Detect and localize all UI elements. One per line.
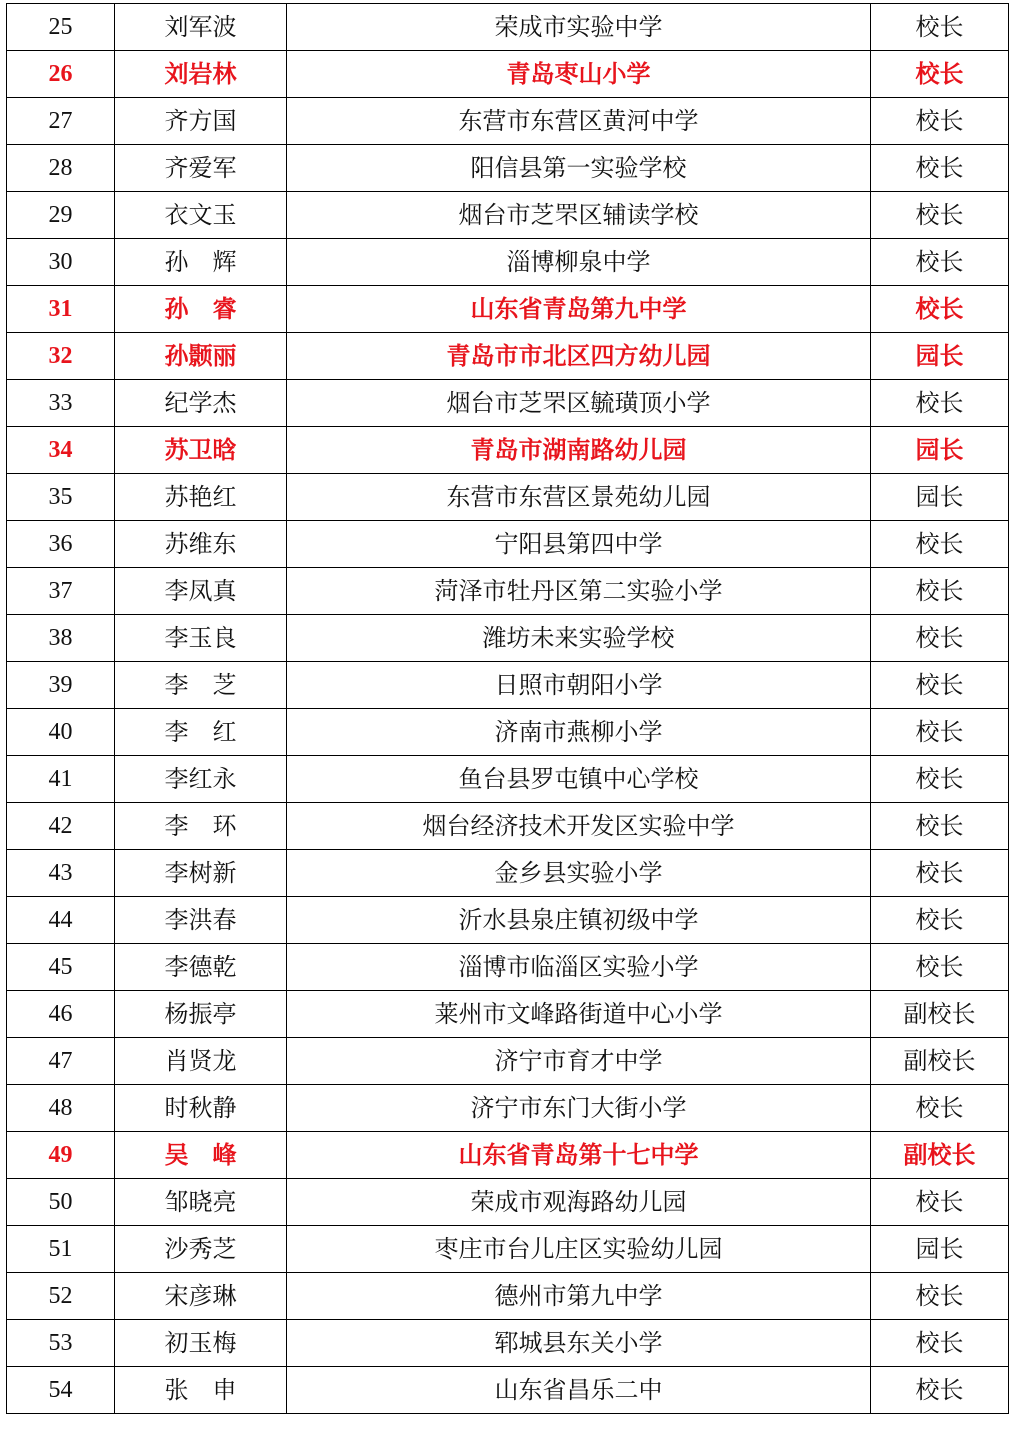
name-cell: 杨振亭	[115, 991, 287, 1038]
position-cell: 校长	[871, 1179, 1009, 1226]
table-row	[7, 1179, 1009, 1226]
position-cell: 园长	[871, 1226, 1009, 1273]
table-row	[7, 850, 1009, 897]
name-cell: 李 环	[115, 803, 287, 850]
position-cell: 校长	[871, 192, 1009, 239]
row-number-cell: 46	[7, 991, 115, 1038]
name-cell: 刘岩林	[115, 51, 287, 98]
position-cell: 校长	[871, 145, 1009, 192]
unit-cell: 青岛枣山小学	[287, 51, 871, 98]
position-cell: 校长	[871, 709, 1009, 756]
row-number-cell: 43	[7, 850, 115, 897]
table-row	[7, 380, 1009, 427]
row-number-cell: 28	[7, 145, 115, 192]
row-number-cell: 41	[7, 756, 115, 803]
position-cell: 校长	[871, 568, 1009, 615]
table-row	[7, 98, 1009, 145]
table-row	[7, 756, 1009, 803]
table-row	[7, 333, 1009, 380]
row-number-cell: 50	[7, 1179, 115, 1226]
row-number-cell: 27	[7, 98, 115, 145]
table-row	[7, 803, 1009, 850]
unit-cell: 荣成市观海路幼儿园	[287, 1179, 871, 1226]
row-number-cell: 37	[7, 568, 115, 615]
row-number-cell: 52	[7, 1273, 115, 1320]
position-cell: 园长	[871, 474, 1009, 521]
table-row	[7, 1226, 1009, 1273]
name-cell: 苏艳红	[115, 474, 287, 521]
name-cell: 衣文玉	[115, 192, 287, 239]
row-number-cell: 39	[7, 662, 115, 709]
table-row	[7, 897, 1009, 944]
name-cell: 苏卫晗	[115, 427, 287, 474]
table-row	[7, 1367, 1009, 1414]
table-row	[7, 944, 1009, 991]
name-cell: 邹晓亮	[115, 1179, 287, 1226]
unit-cell: 沂水县泉庄镇初级中学	[287, 897, 871, 944]
table-row	[7, 239, 1009, 286]
row-number-cell: 47	[7, 1038, 115, 1085]
row-number-cell: 34	[7, 427, 115, 474]
position-cell: 副校长	[871, 991, 1009, 1038]
name-cell: 李洪春	[115, 897, 287, 944]
position-cell: 校长	[871, 756, 1009, 803]
name-cell: 李 芝	[115, 662, 287, 709]
row-number-cell: 25	[7, 4, 115, 51]
row-number-cell: 35	[7, 474, 115, 521]
row-number-cell: 26	[7, 51, 115, 98]
table-row	[7, 991, 1009, 1038]
unit-cell: 青岛市市北区四方幼儿园	[287, 333, 871, 380]
unit-cell: 潍坊未来实验学校	[287, 615, 871, 662]
position-cell: 校长	[871, 521, 1009, 568]
name-cell: 纪学杰	[115, 380, 287, 427]
name-cell: 宋彦琳	[115, 1273, 287, 1320]
unit-cell: 阳信县第一实验学校	[287, 145, 871, 192]
row-number-cell: 29	[7, 192, 115, 239]
position-cell: 校长	[871, 803, 1009, 850]
name-cell: 李玉良	[115, 615, 287, 662]
name-cell: 初玉梅	[115, 1320, 287, 1367]
row-number-cell: 44	[7, 897, 115, 944]
table-row	[7, 427, 1009, 474]
unit-cell: 山东省青岛第十七中学	[287, 1132, 871, 1179]
name-cell: 齐爱军	[115, 145, 287, 192]
position-cell: 校长	[871, 897, 1009, 944]
position-cell: 校长	[871, 1367, 1009, 1414]
unit-cell: 荣成市实验中学	[287, 4, 871, 51]
unit-cell: 金乡县实验小学	[287, 850, 871, 897]
name-cell: 孙颢丽	[115, 333, 287, 380]
table-row	[7, 192, 1009, 239]
table-row	[7, 51, 1009, 98]
table-row	[7, 568, 1009, 615]
unit-cell: 烟台经济技术开发区实验中学	[287, 803, 871, 850]
position-cell: 校长	[871, 850, 1009, 897]
name-cell: 吴 峰	[115, 1132, 287, 1179]
name-cell: 孙 睿	[115, 286, 287, 333]
unit-cell: 山东省昌乐二中	[287, 1367, 871, 1414]
unit-cell: 枣庄市台儿庄区实验幼儿园	[287, 1226, 871, 1273]
table-row	[7, 521, 1009, 568]
row-number-cell: 54	[7, 1367, 115, 1414]
name-cell: 肖贤龙	[115, 1038, 287, 1085]
position-cell: 校长	[871, 98, 1009, 145]
unit-cell: 青岛市湖南路幼儿园	[287, 427, 871, 474]
table-row	[7, 1273, 1009, 1320]
row-number-cell: 31	[7, 286, 115, 333]
name-cell: 孙 辉	[115, 239, 287, 286]
unit-cell: 日照市朝阳小学	[287, 662, 871, 709]
position-cell: 校长	[871, 615, 1009, 662]
row-number-cell: 36	[7, 521, 115, 568]
row-number-cell: 30	[7, 239, 115, 286]
name-cell: 时秋静	[115, 1085, 287, 1132]
row-number-cell: 38	[7, 615, 115, 662]
unit-cell: 烟台市芝罘区辅读学校	[287, 192, 871, 239]
unit-cell: 郓城县东关小学	[287, 1320, 871, 1367]
name-cell: 李凤真	[115, 568, 287, 615]
roster-body	[7, 4, 1009, 1414]
unit-cell: 烟台市芝罘区毓璜顶小学	[287, 380, 871, 427]
unit-cell: 济南市燕柳小学	[287, 709, 871, 756]
position-cell: 校长	[871, 239, 1009, 286]
name-cell: 李红永	[115, 756, 287, 803]
unit-cell: 淄博市临淄区实验小学	[287, 944, 871, 991]
table-row	[7, 286, 1009, 333]
roster-table	[6, 3, 1009, 1414]
position-cell: 校长	[871, 944, 1009, 991]
row-number-cell: 45	[7, 944, 115, 991]
table-row	[7, 1320, 1009, 1367]
position-cell: 校长	[871, 4, 1009, 51]
position-cell: 园长	[871, 427, 1009, 474]
row-number-cell: 48	[7, 1085, 115, 1132]
row-number-cell: 42	[7, 803, 115, 850]
position-cell: 校长	[871, 51, 1009, 98]
unit-cell: 山东省青岛第九中学	[287, 286, 871, 333]
table-row	[7, 1085, 1009, 1132]
row-number-cell: 53	[7, 1320, 115, 1367]
name-cell: 沙秀芝	[115, 1226, 287, 1273]
position-cell: 副校长	[871, 1132, 1009, 1179]
row-number-cell: 40	[7, 709, 115, 756]
name-cell: 苏维东	[115, 521, 287, 568]
table-row	[7, 1038, 1009, 1085]
name-cell: 张 申	[115, 1367, 287, 1414]
position-cell: 校长	[871, 662, 1009, 709]
table-row	[7, 615, 1009, 662]
row-number-cell: 32	[7, 333, 115, 380]
table-row	[7, 474, 1009, 521]
table-row	[7, 662, 1009, 709]
unit-cell: 鱼台县罗屯镇中心学校	[287, 756, 871, 803]
name-cell: 齐方国	[115, 98, 287, 145]
unit-cell: 东营市东营区黄河中学	[287, 98, 871, 145]
position-cell: 副校长	[871, 1038, 1009, 1085]
name-cell: 李德乾	[115, 944, 287, 991]
unit-cell: 莱州市文峰路街道中心小学	[287, 991, 871, 1038]
row-number-cell: 51	[7, 1226, 115, 1273]
unit-cell: 德州市第九中学	[287, 1273, 871, 1320]
name-cell: 李树新	[115, 850, 287, 897]
position-cell: 校长	[871, 1273, 1009, 1320]
table-row	[7, 4, 1009, 51]
position-cell: 校长	[871, 380, 1009, 427]
position-cell: 校长	[871, 286, 1009, 333]
table-row	[7, 145, 1009, 192]
position-cell: 校长	[871, 1320, 1009, 1367]
unit-cell: 宁阳县第四中学	[287, 521, 871, 568]
unit-cell: 淄博柳泉中学	[287, 239, 871, 286]
unit-cell: 济宁市育才中学	[287, 1038, 871, 1085]
unit-cell: 济宁市东门大街小学	[287, 1085, 871, 1132]
name-cell: 刘军波	[115, 4, 287, 51]
row-number-cell: 49	[7, 1132, 115, 1179]
position-cell: 校长	[871, 1085, 1009, 1132]
unit-cell: 菏泽市牡丹区第二实验小学	[287, 568, 871, 615]
unit-cell: 东营市东营区景苑幼儿园	[287, 474, 871, 521]
name-cell: 李 红	[115, 709, 287, 756]
table-row	[7, 709, 1009, 756]
table-row	[7, 1132, 1009, 1179]
position-cell: 园长	[871, 333, 1009, 380]
row-number-cell: 33	[7, 380, 115, 427]
